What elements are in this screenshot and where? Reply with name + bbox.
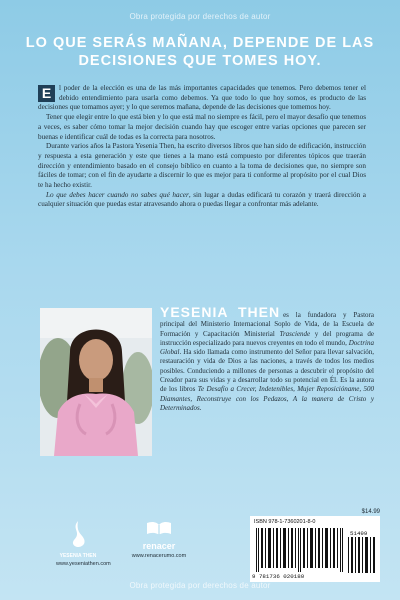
author-name: YESENIA THEN: [160, 304, 281, 320]
barcode-addon-digits: 51499: [350, 530, 368, 537]
flame-icon: [67, 520, 89, 548]
yesenia-then-url: www.yeseniathen.com: [56, 561, 111, 567]
isbn-barcode: [250, 516, 380, 582]
price-label: $14.99: [361, 509, 380, 515]
headline-line-2: DECISIONES QUE TOMES HOY.: [78, 53, 322, 69]
author-bio: [160, 304, 374, 413]
isbn-number: ISBN 978-1-7360201-8-0: [254, 519, 316, 525]
synopsis-paragraph-2: Tener que elegir entre lo que está bien y lo que está mal no siempre es fácil, pero el mayor desafío que tenemos a veces, es saber cómo tomar la mejor decisión cuando hay que escoger entre varias opciones que parecen ser buenas e identificar cuál de todas es la correcta para nosotros.: [38, 113, 366, 141]
author-bio-text-2: y del programa de instrucción especializado para nuevos creyentes en todo el mundo,: [160, 329, 374, 347]
author-bio-text-3: . Ha sido llamada como instrumento del Señor para llevar salvación, restauración y vida de Dios a las naciones, a través de todos los medios posibles. Conduciendo a millones de personas a descubrir el propósito del Creador para sus vidas y a desarrollar todo su potencial en Él. Es la autora de los libros: [160, 348, 374, 394]
synopsis-text-1: l poder de la elección es una de las más importantes capacidades que tenemos. Pero debemos tener el debido entendimiento para usarla como debemos. Ya que todo lo que hoy somos, es producto de las decisiones que tomamos ayer; y lo que seremos mañana, depende de las decisiones que tomemos hoy.: [38, 84, 366, 112]
price-addon-barcode-graphic: [348, 537, 376, 573]
author-bio-text-1: es la fundadora y Pastora principal del Ministerio Internacional Soplo de Vida, de la Escuela de Formación y Capacitación Ministerial: [160, 311, 374, 338]
renacer-wordmark: renacer: [142, 541, 176, 551]
author-bio-text-end: .: [199, 403, 202, 412]
yesenia-then-logo: [56, 520, 111, 567]
book-title-italic: Lo que debes hacer cuando no sabes qué hacer: [46, 190, 189, 199]
synopsis-paragraph-4: [38, 191, 366, 210]
renacer-logo: [124, 520, 194, 559]
author-bio-italic-3: Te Desafío a Crecer, Indetenibles, Mujer Reposicióname, 500 Diamantes, Reconstruye con los Pedazos, A la manera de Cristo y Determinados: [160, 385, 374, 412]
watermark-top: Obra protegida por derechos de autor: [129, 12, 271, 21]
drop-cap: E: [38, 85, 55, 102]
synopsis: [38, 84, 366, 210]
open-book-icon: [146, 520, 172, 536]
author-bio-italic-1: Trasciende: [279, 329, 311, 338]
author-portrait-illustration: [40, 308, 152, 456]
author-photo: [40, 308, 152, 456]
synopsis-text-4: , sin lugar a dudas edificará tu corazón y traerá dirección a cualquier situación que puedas estar atravesando ahora o puedas llegar a confrontar más adelante.: [38, 190, 367, 209]
headline: [22, 34, 378, 70]
yesenia-then-wordmark: YESENIA THEN: [59, 553, 97, 559]
headline-line-1: LO QUE SERÁS MAÑANA, DEPENDE DE LAS: [25, 35, 375, 51]
renacer-url: www.renacerumo.com: [131, 553, 187, 559]
synopsis-paragraph-3: Durante varios años la Pastora Yesenia Then, ha escrito diversos libros que han sido de edificación, instrucción y respuesta a esta generación y este que tienes a la mano está compuesto por diferentes tópicos que traerán dirección y entendimiento basado en el consejo bíblico en cuanto a la toma de decisiones que, no siempre son fáciles de tomar; con el fin de ayudarte a discernir lo que es mejor para ti conforme al propósito por el cual Dios te ha hecho existir.: [38, 142, 366, 190]
watermark-bottom: Obra protegida por derechos de autor: [129, 581, 271, 590]
ean-barcode-graphic: [254, 528, 346, 572]
author-bio-italic-2: Doctrina Global: [160, 338, 374, 357]
synopsis-paragraph-1: [38, 84, 366, 113]
barcode-digits: 9 781736 020180: [252, 573, 305, 580]
